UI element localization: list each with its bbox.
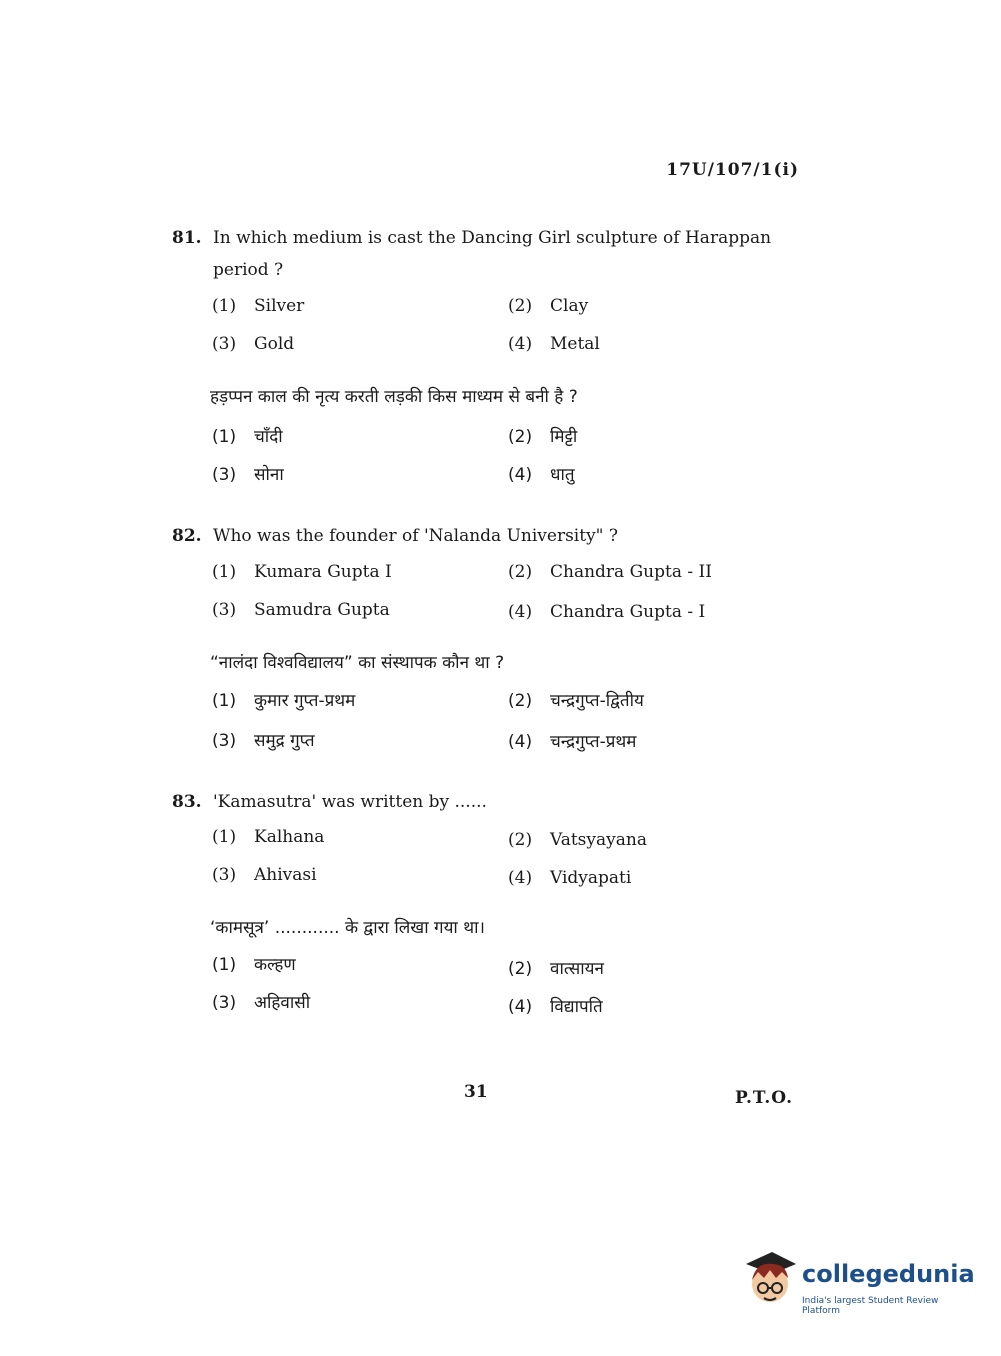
- brand-tagline: India's largest Student Review Platform: [802, 1296, 939, 1316]
- question-hindi: ‘कामसूत्र’ ............ के द्वारा लिखा गया था।: [210, 918, 485, 938]
- pto-label: P.T.O.: [735, 1088, 793, 1108]
- option-3: (3) Gold: [212, 334, 295, 354]
- question-text: Who was the founder of 'Nalanda University" ?: [213, 526, 619, 546]
- hindi-option-2: (2) मिट्टी: [508, 427, 578, 447]
- hindi-option-2: (2) वात्सायन: [508, 959, 604, 979]
- hindi-option-4: (4) धातु: [508, 465, 575, 485]
- page-number: 31: [464, 1082, 488, 1102]
- hindi-option-3: (3) अहिवासी: [212, 993, 311, 1013]
- option-2: (2) Chandra Gupta - II: [508, 562, 712, 582]
- question-81: [172, 222, 812, 286]
- hindi-option-1: (1) कुमार गुप्त-प्रथम: [212, 691, 356, 711]
- question-83: [172, 786, 812, 818]
- hindi-option-1: (1) कल्हण: [212, 955, 296, 975]
- collegedunia-logo: [742, 1250, 975, 1322]
- option-2: (2) Vatsyayana: [508, 830, 647, 850]
- hindi-option-1: (1) चाँदी: [212, 427, 283, 447]
- option-4: (4) Chandra Gupta - I: [508, 602, 706, 622]
- question-hindi: हड़प्पन काल की नृत्य करती लड़की किस माध्यम से बनी है ?: [210, 387, 578, 407]
- question-text: In which medium is cast the Dancing Girl sculpture of Harappan period ?: [213, 228, 772, 280]
- option-1: (1) Kalhana: [212, 827, 325, 847]
- hindi-option-2: (2) चन्द्रगुप्त-द्वितीय: [508, 691, 644, 711]
- option-1: (1) Silver: [212, 296, 305, 316]
- question-text: 'Kamasutra' was written by ......: [213, 792, 487, 812]
- option-3: (3) Samudra Gupta: [212, 600, 390, 620]
- question-number: 83.: [172, 792, 202, 812]
- option-1: (1) Kumara Gupta I: [212, 562, 392, 582]
- question-hindi: “नालंदा विश्वविद्यालय” का संस्थापक कौन था ?: [210, 653, 505, 673]
- hindi-option-3: (3) समुद्र गुप्त: [212, 731, 315, 751]
- question-number: 81.: [172, 228, 202, 248]
- question-number: 82.: [172, 526, 202, 546]
- hindi-option-4: (4) विद्यापति: [508, 997, 603, 1017]
- option-4: (4) Vidyapati: [508, 868, 632, 888]
- option-4: (4) Metal: [508, 334, 600, 354]
- paper-code: 17U/107/1(i): [666, 160, 799, 180]
- brand-name: collegedunia: [802, 1260, 975, 1288]
- option-2: (2) Clay: [508, 296, 589, 316]
- hindi-option-4: (4) चन्द्रगुप्त-प्रथम: [508, 732, 637, 752]
- option-3: (3) Ahivasi: [212, 865, 317, 885]
- question-82: [172, 520, 812, 552]
- hindi-option-3: (3) सोना: [212, 465, 284, 485]
- mascot-icon: [742, 1250, 798, 1314]
